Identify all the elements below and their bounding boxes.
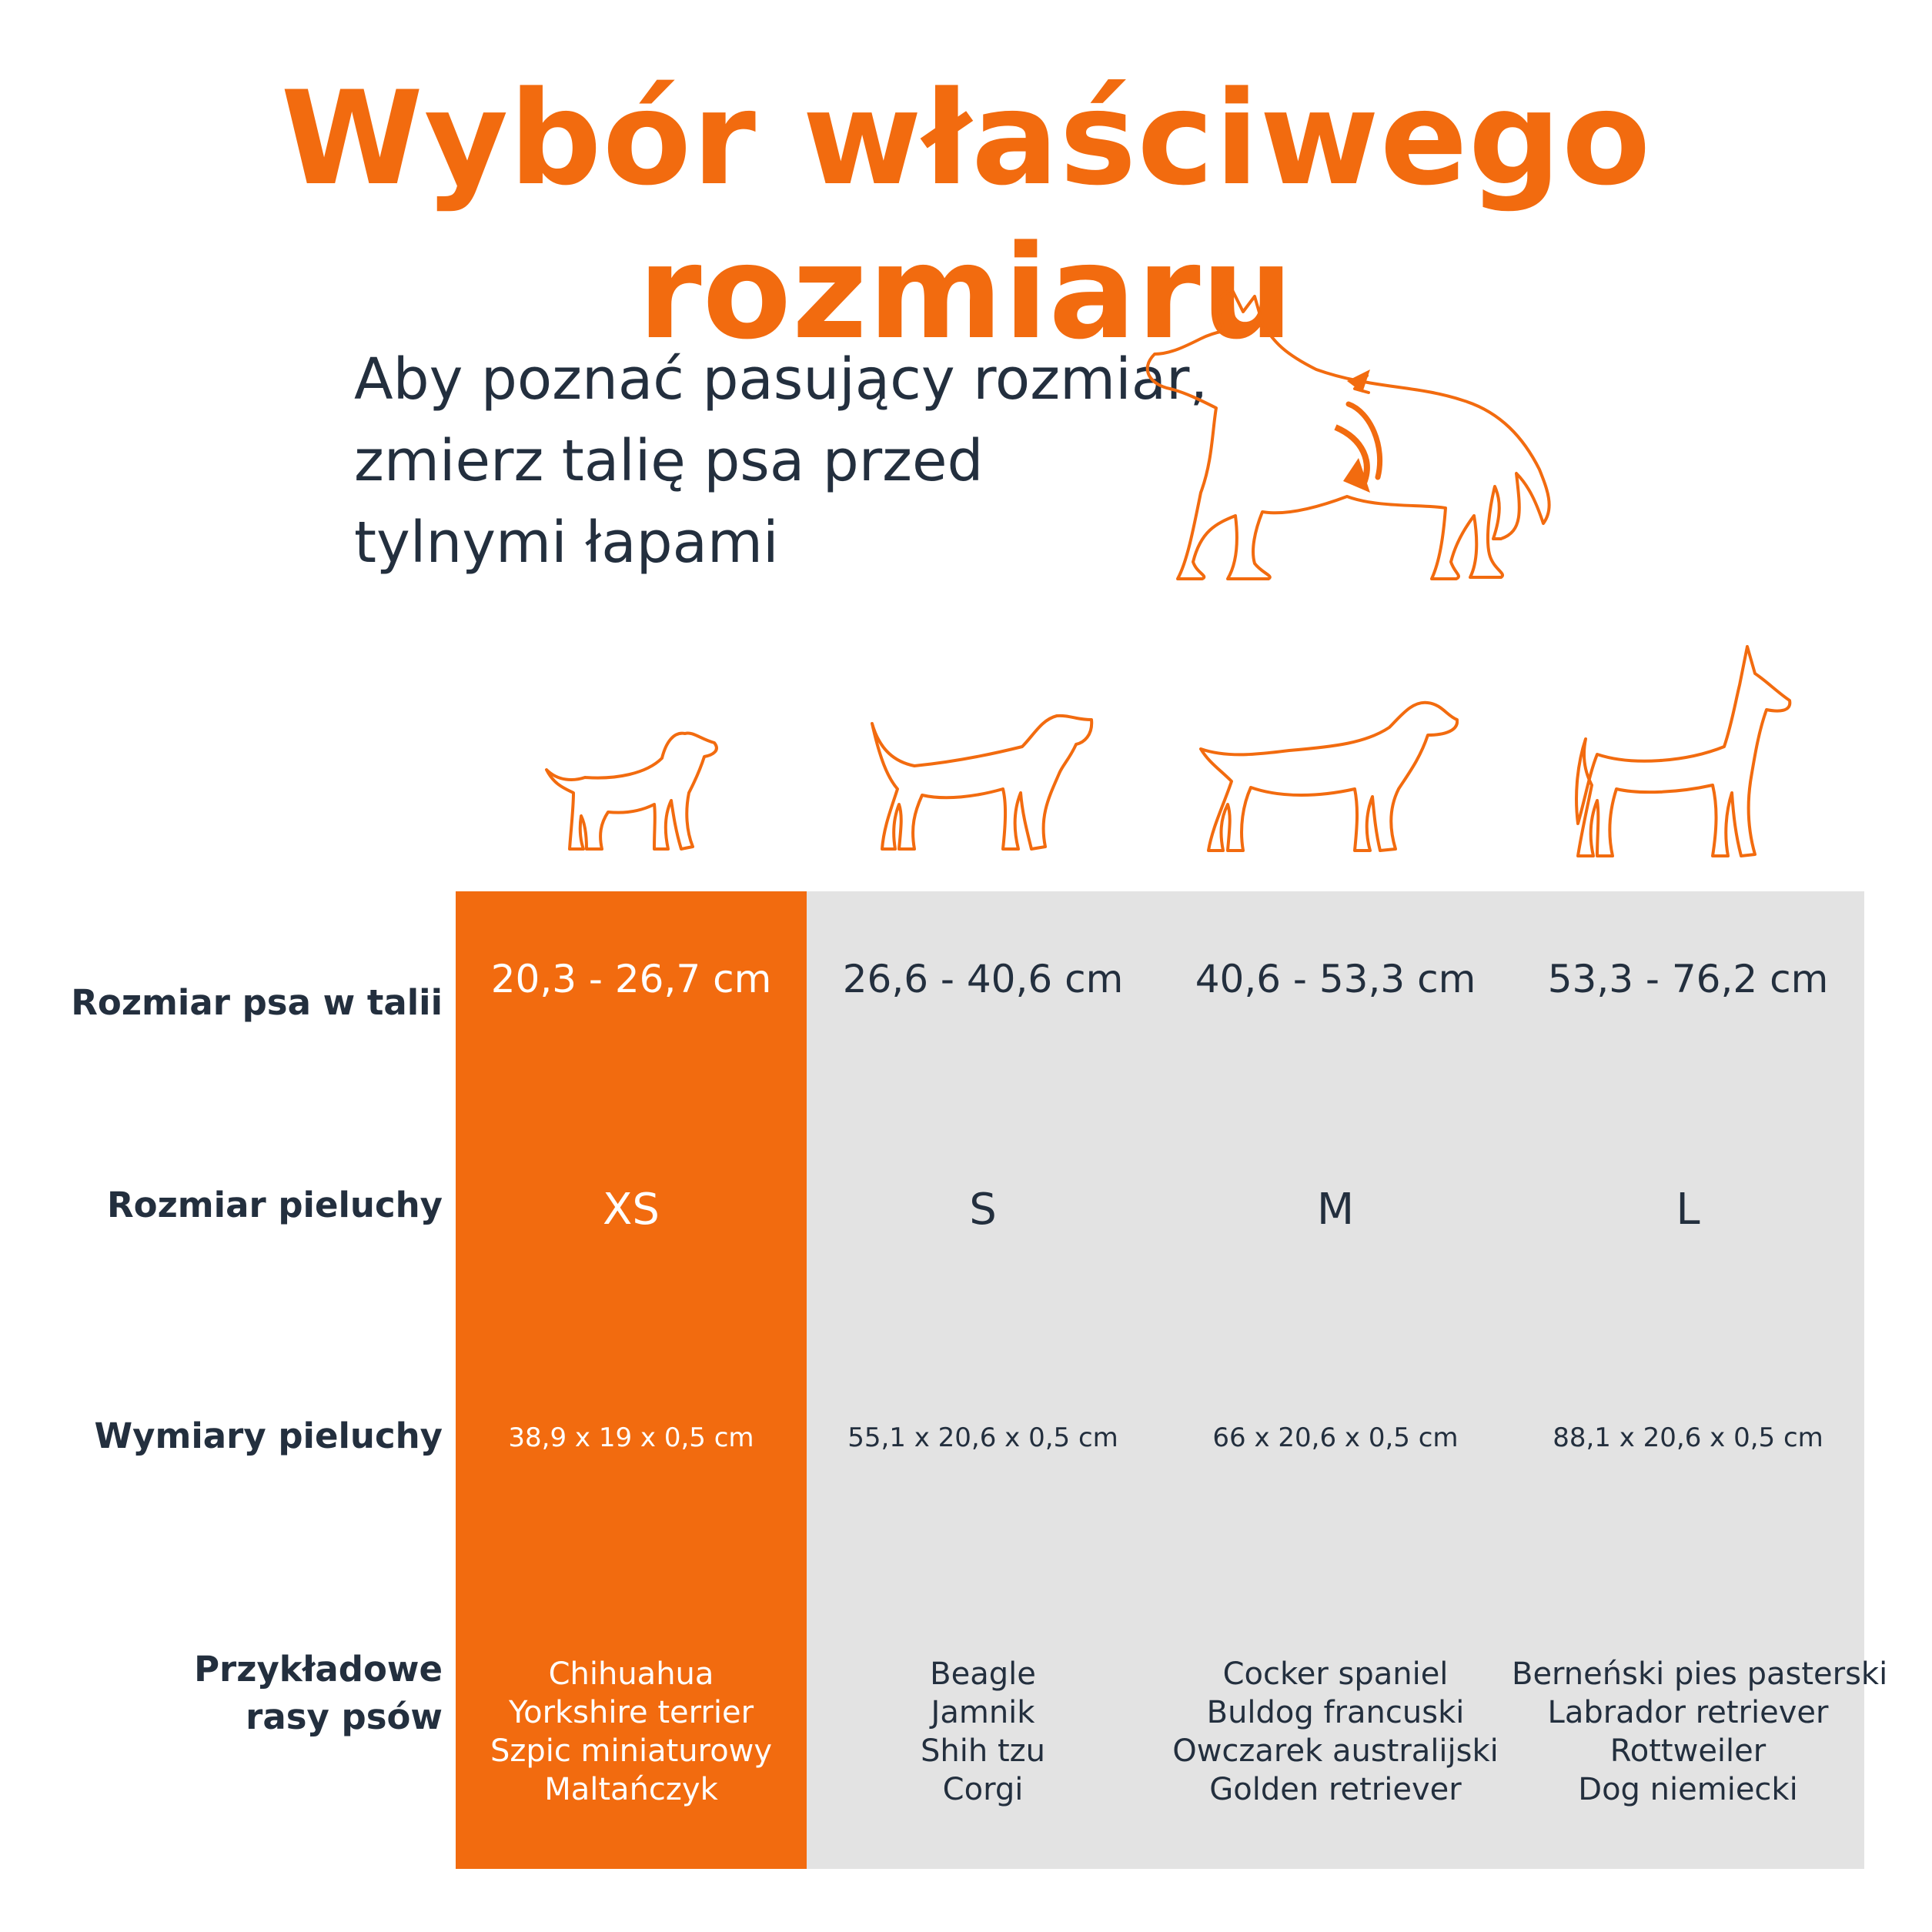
breed-name: Szpic miniaturowy	[490, 1733, 773, 1769]
diaper-size-xs: XS	[603, 1185, 660, 1235]
breed-name: Cocker spaniel	[1222, 1656, 1449, 1692]
row-label-diaper-dimensions: Wymiary pieluchy	[94, 1416, 443, 1456]
diaper-size-s: S	[969, 1185, 997, 1235]
breed-name: Berneński pies pasterski	[1512, 1656, 1888, 1692]
breeds-xs	[456, 1655, 807, 1809]
breed-name: Jamnik	[931, 1695, 1035, 1730]
instruction-line: tylnymi łapami	[354, 510, 779, 576]
breed-name: Buldog francuski	[1206, 1695, 1465, 1730]
breed-name: Beagle	[930, 1656, 1036, 1692]
breed-name: Shih tzu	[921, 1733, 1045, 1769]
breed-name: Dog niemiecki	[1578, 1772, 1798, 1807]
row-label-line: rasy psów	[246, 1696, 443, 1737]
row-label-breeds	[46, 1646, 443, 1741]
page-title: Wybór właściwego rozmiaru	[280, 63, 1652, 368]
breeds-m	[1159, 1655, 1512, 1809]
row-label-waist: Rozmiar psa w talii	[71, 982, 443, 1023]
breed-name: Maltańczyk	[544, 1772, 718, 1807]
breeds-s	[807, 1655, 1159, 1809]
breed-name: Corgi	[942, 1772, 1024, 1807]
instruction-line: Aby poznać pasujący rozmiar,	[354, 346, 1208, 413]
breed-name: Labrador retriever	[1547, 1695, 1829, 1730]
measure-instructions	[354, 339, 1208, 583]
instruction-line: zmierz talię psa przed	[354, 428, 984, 494]
xlarge-dog-icon	[1563, 639, 1793, 862]
medium-dog-icon	[868, 704, 1099, 858]
diaper-size-m: M	[1316, 1185, 1355, 1235]
waist-range-xs: 20,3 - 26,7 cm	[490, 957, 772, 1001]
breed-name: Yorkshire terrier	[508, 1695, 754, 1730]
small-dog-icon	[539, 720, 724, 858]
row-label-line: Przykładowe	[194, 1649, 443, 1690]
diaper-dims-s: 55,1 x 20,6 x 0,5 cm	[847, 1422, 1118, 1453]
row-label-diaper-size: Rozmiar pieluchy	[107, 1185, 443, 1225]
waist-range-s: 26,6 - 40,6 cm	[842, 957, 1124, 1001]
breed-name: Rottweiler	[1609, 1733, 1767, 1769]
dog-waist-measure-icon	[1139, 285, 1570, 623]
breed-name: Owczarek australijski	[1172, 1733, 1499, 1769]
diaper-dims-l: 88,1 x 20,6 x 0,5 cm	[1553, 1422, 1823, 1453]
diaper-size-l: L	[1676, 1185, 1700, 1235]
waist-range-m: 40,6 - 53,3 cm	[1195, 957, 1476, 1001]
breed-name: Chihuahua	[548, 1656, 714, 1692]
breed-name: Golden retriever	[1209, 1772, 1462, 1807]
waist-range-l: 53,3 - 76,2 cm	[1547, 957, 1829, 1001]
large-dog-icon	[1197, 689, 1459, 858]
breeds-l	[1512, 1655, 1888, 1809]
diaper-dims-m: 66 x 20,6 x 0,5 cm	[1212, 1422, 1459, 1453]
diaper-dims-xs: 38,9 x 19 x 0,5 cm	[508, 1422, 754, 1453]
